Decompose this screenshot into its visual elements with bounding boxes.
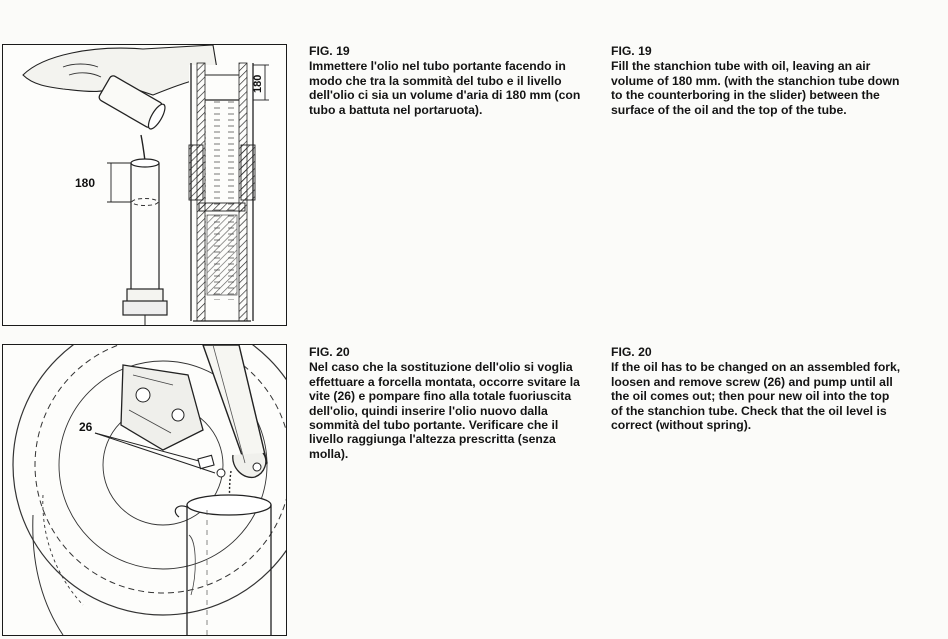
stanchion-tube [123,159,167,325]
brake-caliper [121,365,203,450]
oil-stream [141,135,145,161]
oil-jug [175,495,271,635]
fig19-english-title: FIG. 19 [611,44,652,58]
fig19-italian-body: Immettere l'olio nel tubo portante facendo in modo che tra la sommità del tubo e il livello dell'olio ci sia un volume d'aria di 180 mm (con tubo a battuta nel portaruota). [309,59,581,117]
fig19-english-text [611,44,903,117]
fig20-italian-text [309,345,591,461]
callout-label-26: 26 [79,420,93,434]
fig19-drawing [3,45,286,325]
dimension-left [75,163,131,202]
fig19-english-body: Fill the stanchion tube with oil, leaving an air volume of 180 mm. (with the stanchion tube down to the counterboring in the slider) between the surface of the oil and the top of the tube. [611,59,900,117]
dimension-label-right: 180 [252,74,264,93]
figure-19-illustration [2,44,287,326]
fig19-italian-text [309,44,591,117]
wheel-rim [33,515,63,635]
fig19-italian-title: FIG. 19 [309,44,350,58]
figure-20-illustration [2,344,287,636]
fig20-english-title: FIG. 20 [611,345,652,359]
fork-cross-section [189,63,255,321]
dimension-label-left: 180 [75,176,96,190]
drain-screw [198,455,225,477]
fig20-drawing [3,345,286,635]
fig20-english-text [611,345,903,432]
fig20-italian-title: FIG. 20 [309,345,350,359]
fig20-italian-body: Nel caso che la sostituzione dell'olio si voglia effettuare a forcella montata, occorre svitare la vite (26) e pompare fino alla totale fuoriuscita dell'olio, quindi inserire l'olio nuovo dalla sommità del tubo portante. Verificare che il livello raggiunga l'altezza prescritta (senza molla). [309,360,580,461]
fig20-english-body: If the oil has to be changed on an assembled fork, loosen and remove screw (26) and pump until all the oil comes out; then pour new oil into the top of the stanchion tube. Check that the oil level is correct (without spring). [611,360,901,433]
